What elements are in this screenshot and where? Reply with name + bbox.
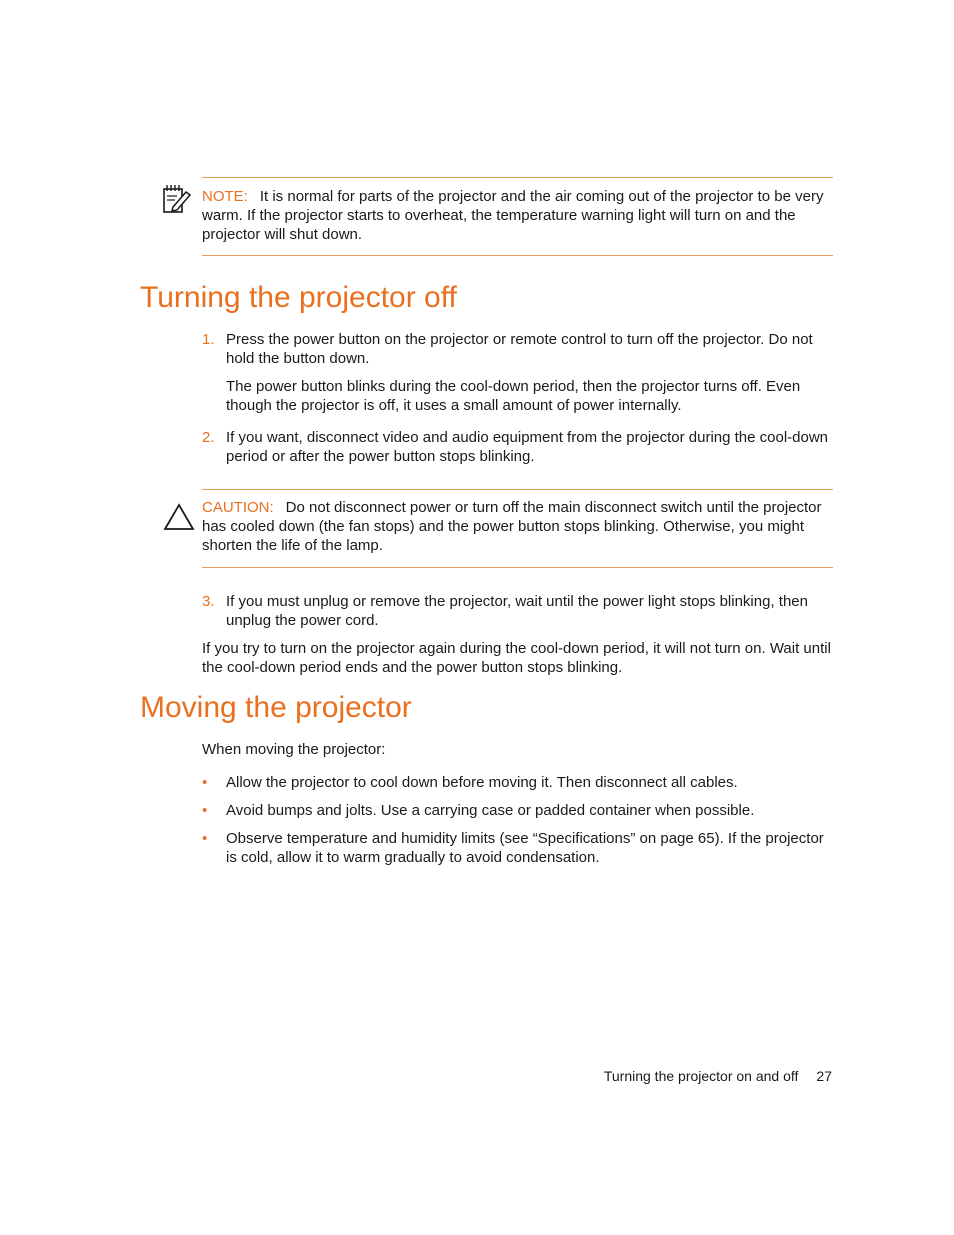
note-bottom-rule	[202, 255, 833, 256]
note-pad-icon	[162, 182, 192, 219]
section-title-moving: Moving the projector	[140, 691, 412, 724]
caution-callout	[202, 498, 833, 555]
step-3-text: If you must unplug or remove the projector, wait until the power light stops blinking, then unplug the power cord.	[226, 593, 808, 629]
bullet-text: Avoid bumps and jolts. Use a carrying case or padded container when possible.	[226, 802, 755, 819]
note-top-rule	[202, 177, 833, 178]
warning-triangle-icon	[163, 503, 195, 536]
step-2	[202, 428, 833, 466]
list-item	[202, 829, 833, 867]
closing-paragraph: If you try to turn on the projector again during the cool-down period, it will not turn on. Wait until the cool-down period ends and the power button stops blinking.	[202, 640, 831, 676]
list-item	[202, 773, 833, 792]
note-text: It is normal for parts of the projector and the air coming out of the projector to be very warm. If the projector starts to overheat, the temperature warning light will turn on and the projector will shut down.	[202, 188, 824, 243]
bullet-text: Allow the projector to cool down before moving it. Then disconnect all cables.	[226, 774, 738, 791]
step-2-number: 2.	[202, 429, 215, 446]
caution-top-rule	[202, 489, 833, 490]
footer-section-title: Turning the projector on and off	[603, 1068, 799, 1084]
note-callout	[202, 187, 833, 244]
step-1-text: Press the power button on the projector or remote control to turn off the projector. Do not hold the button down.	[226, 331, 813, 367]
section-title-turning-off: Turning the projector off	[140, 281, 457, 314]
note-label: NOTE:	[202, 188, 248, 205]
bullet-marker: •	[202, 802, 208, 819]
step-2-text: If you want, disconnect video and audio equipment from the projector during the cool-down period or after the power button stops blinking.	[226, 429, 829, 465]
moving-intro: When moving the projector:	[202, 741, 386, 758]
caution-text: Do not disconnect power or turn off the main disconnect switch until the projector has cooled down (the fan stops) and the power button stops blinking. Otherwise, you might shorten the life of the lamp.	[202, 499, 822, 554]
step-1-number: 1.	[202, 331, 215, 348]
step-3	[202, 592, 833, 630]
page-footer	[604, 1067, 832, 1086]
bullet-marker: •	[202, 774, 208, 791]
page-number: 27	[816, 1068, 832, 1084]
caution-bottom-rule	[202, 567, 833, 568]
step-1	[202, 330, 833, 368]
bullet-text: Observe temperature and humidity limits (see “Specifications” on page 65). If the projector is cold, allow it to warm gradually to avoid condensation.	[226, 830, 824, 866]
caution-label: CAUTION:	[202, 499, 274, 516]
list-item	[202, 801, 833, 820]
bullet-marker: •	[202, 830, 208, 847]
step-3-number: 3.	[202, 593, 215, 610]
step-1-detail: The power button blinks during the cool-down period, then the projector turns off. Even though the projector is off, it uses a small amount of power internally.	[226, 378, 801, 414]
